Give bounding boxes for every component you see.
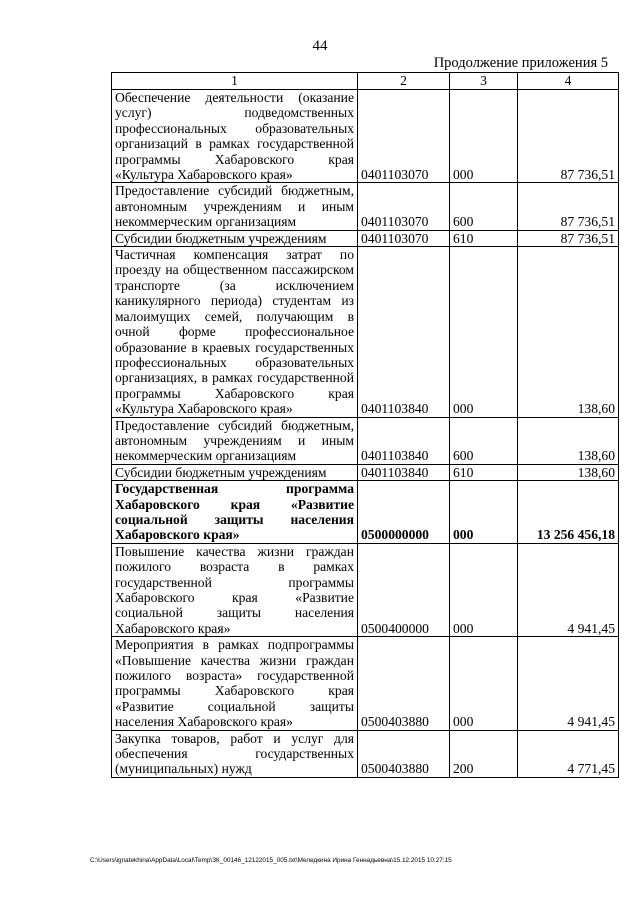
row-code: 0401103070 <box>358 90 450 183</box>
table-row <box>112 230 619 246</box>
row-name: Закупка товаров, работ и услуг для обеспечения государственных (муниципальных) нужд <box>112 730 358 777</box>
table-row <box>112 183 619 230</box>
row-code: 0500403880 <box>358 730 450 777</box>
table-row <box>112 730 619 777</box>
row-code: 0500403880 <box>358 637 450 730</box>
row-sum: 13 256 456,18 <box>518 481 619 544</box>
row-vr: 000 <box>450 247 518 417</box>
row-name: Мероприятия в рамках подпрограммы «Повышение качества жизни граждан пожилого возраста» государственной программы Хабаровского края «Развитие социальной защиты населения Хабаровского края» <box>112 637 358 730</box>
row-name: Субсидии бюджетным учреждениям <box>112 464 358 480</box>
row-vr: 000 <box>450 543 518 636</box>
table-row <box>112 464 619 480</box>
row-name: Частичная компенсация затрат по проезду на общественном пассажирском транспорте (за исключением каникулярного периода) студентам из малоимущих семей, получающим в очной форме профессиональное образование в краевых государственных профессиональных образовательных организациях, в рамках государственной программы Хабаровского края «Культура Хабаровского края» <box>112 247 358 417</box>
row-sum: 138,60 <box>518 247 619 417</box>
row-code: 0401103070 <box>358 230 450 246</box>
row-vr: 200 <box>450 730 518 777</box>
table-row <box>112 637 619 730</box>
row-sum: 138,60 <box>518 464 619 480</box>
row-sum: 4 771,45 <box>518 730 619 777</box>
row-name: Предоставление субсидий бюджетным, автономным учреждениям и иным некоммерческим организациям <box>112 417 358 464</box>
row-code: 0401103070 <box>358 183 450 230</box>
row-vr: 600 <box>450 417 518 464</box>
row-vr: 600 <box>450 183 518 230</box>
header-col-4: 4 <box>518 73 619 90</box>
row-sum: 4 941,45 <box>518 543 619 636</box>
row-name: Государственная программа Хабаровского края «Развитие социальной защиты населения Хабаровского края» <box>112 481 358 544</box>
row-vr: 000 <box>450 637 518 730</box>
row-code: 0401103840 <box>358 464 450 480</box>
row-vr: 000 <box>450 90 518 183</box>
header-col-3: 3 <box>450 73 518 90</box>
table-row-program <box>112 481 619 544</box>
row-sum: 87 736,51 <box>518 230 619 246</box>
footer-file-path: C:\Users\ignatekhina\AppData\Local\Temp\ЗК_00146_12122015_005.txt\Меледкина Ирина Геннадьевна\15.12.2015 10:27:15 <box>90 857 452 864</box>
table-row <box>112 247 619 417</box>
row-sum: 138,60 <box>518 417 619 464</box>
row-sum: 87 736,51 <box>518 90 619 183</box>
row-name: Предоставление субсидий бюджетным, автономным учреждениям и иным некоммерческим организациям <box>112 183 358 230</box>
row-vr: 610 <box>450 230 518 246</box>
table-row <box>112 417 619 464</box>
header-col-2: 2 <box>358 73 450 90</box>
page-number: 44 <box>312 38 328 54</box>
row-code: 0500000000 <box>358 481 450 544</box>
row-sum: 87 736,51 <box>518 183 619 230</box>
row-name: Повышение качества жизни граждан пожилого возраста в рамках государственной программы Хабаровского края «Развитие социальной защиты населения Хабаровского края» <box>112 543 358 636</box>
row-vr: 610 <box>450 464 518 480</box>
table-row <box>112 90 619 183</box>
continuation-label: Продолжение приложения 5 <box>433 55 608 71</box>
row-code: 0401103840 <box>358 247 450 417</box>
row-code: 0401103840 <box>358 417 450 464</box>
table-row <box>112 543 619 636</box>
header-col-1: 1 <box>112 73 358 90</box>
row-vr: 000 <box>450 481 518 544</box>
row-sum: 4 941,45 <box>518 637 619 730</box>
row-name: Субсидии бюджетным учреждениям <box>112 230 358 246</box>
header-row <box>112 73 619 90</box>
budget-table <box>111 72 619 778</box>
row-code: 0500400000 <box>358 543 450 636</box>
row-name: Обеспечение деятельности (оказание услуг) подведомственных профессиональных образовательных организаций в рамках государственной программы Хабаровского края «Культура Хабаровского края» <box>112 90 358 183</box>
